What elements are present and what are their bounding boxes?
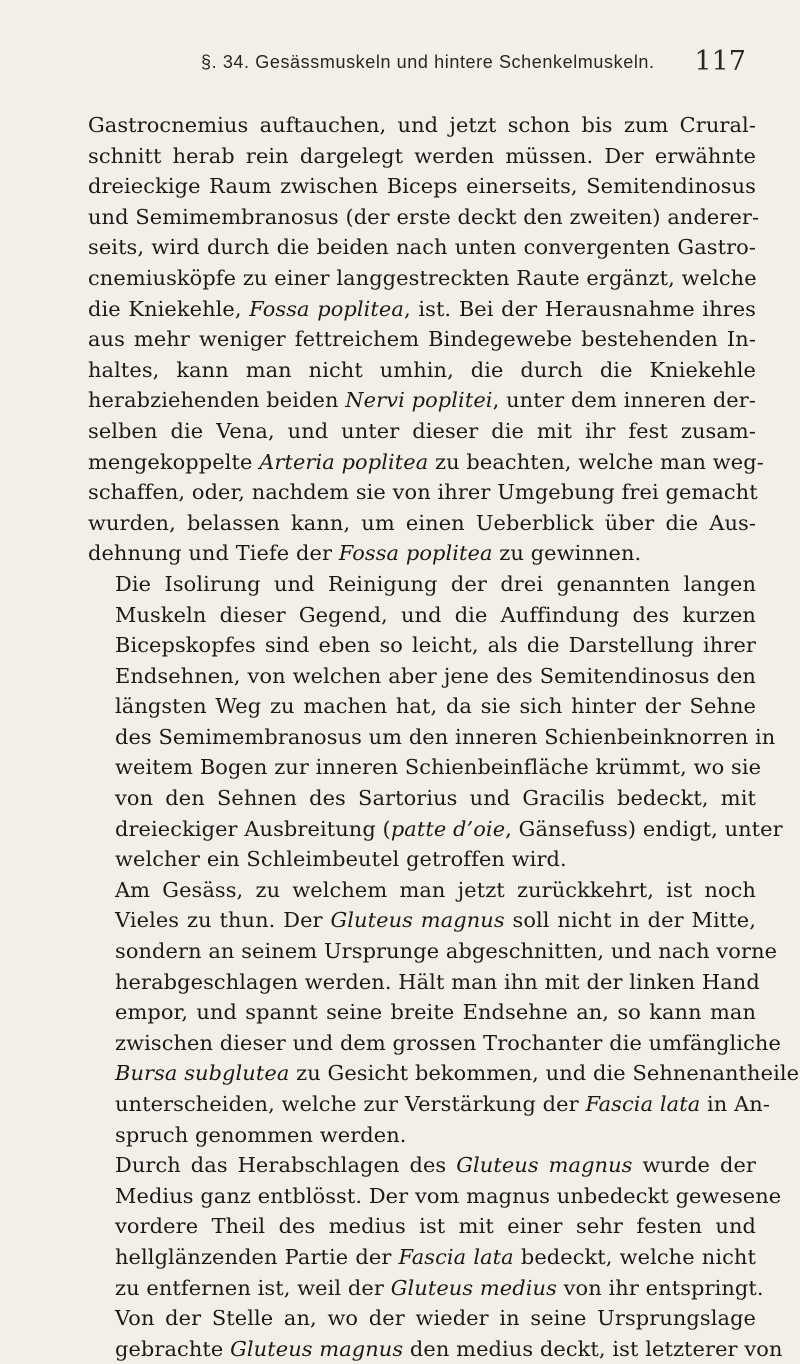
text-line (88, 171, 756, 202)
text-line (88, 600, 756, 631)
text-run: zu Gesicht bekommen, und die Sehnenantheile (289, 1061, 800, 1086)
italic-term: Nervi poplitei (345, 388, 493, 413)
text-run: und Semimembranosus (der erste deckt den zweiten) anderer- (88, 204, 760, 229)
text-line (88, 202, 760, 233)
text-run: zu gewinnen. (492, 541, 642, 566)
text-line (88, 630, 756, 661)
text-line (88, 844, 756, 875)
text-run: hellglänzenden Partie der (115, 1244, 399, 1269)
body-text (88, 110, 800, 1364)
text-run: soll nicht in der Mitte, (504, 908, 756, 933)
italic-term: Gluteus magnus (230, 1336, 404, 1361)
text-line (88, 1273, 764, 1304)
paragraph (88, 875, 800, 1150)
text-line (88, 875, 756, 906)
page-number: 117 (694, 46, 746, 77)
text-line (88, 232, 756, 263)
text-run: von ihr entspringt. (556, 1275, 764, 1300)
text-run: seits, wird durch die beiden nach unten convergenten Gastro- (88, 235, 756, 260)
text-run: haltes, kann man nicht umhin, die durch die Kniekehle (88, 357, 756, 382)
text-run: wurde der (632, 1153, 757, 1178)
text-line (88, 783, 756, 814)
text-run: selben die Vena, und unter dieser die mit ihr fest zusam- (88, 418, 756, 443)
text-line (88, 508, 756, 539)
text-run: des Semimembranosus um den inneren Schienbeinknorren in (115, 724, 776, 749)
text-line (88, 967, 760, 998)
text-line (88, 569, 756, 600)
text-run: zwischen dieser und dem grossen Trochanter die umfängliche (115, 1030, 781, 1055)
text-run: , ist. Bei der Herausnahme ihres (403, 296, 757, 321)
text-run: Medius ganz entblösst. Der vom magnus unbedeckt gewesene (115, 1183, 782, 1208)
text-line (88, 1150, 756, 1181)
text-line (88, 752, 762, 783)
text-line (88, 538, 756, 569)
text-run: spruch genommen werden. (115, 1122, 407, 1147)
text-line (88, 324, 756, 355)
text-run: dreieckiger Ausbreitung ( (115, 816, 391, 841)
text-line (88, 691, 756, 722)
text-run: sondern an seinem Ursprunge abgeschnitten, und nach vorne (115, 939, 778, 964)
italic-term: Gluteus medius (390, 1275, 557, 1300)
italic-term: Fossa poplitea (338, 541, 493, 566)
text-run: mengekoppelte (88, 449, 260, 474)
text-run: bedeckt, welche nicht (513, 1244, 756, 1269)
text-run: in An- (700, 1092, 770, 1116)
text-line (88, 447, 764, 478)
text-run: cnemiusköpfe zu einer langgestreckten Raute ergänzt, welche (88, 265, 757, 290)
text-run: gebrachte (115, 1336, 231, 1361)
text-line (88, 355, 756, 386)
text-line (88, 1089, 770, 1120)
paragraph (88, 110, 764, 569)
text-run: welcher ein Schleimbeutel getroffen wird. (115, 847, 567, 872)
italic-term: Fossa poplitea (249, 296, 404, 321)
text-run: aus mehr weniger fettreichem Bindegewebe bestehenden In- (88, 327, 756, 352)
text-line (88, 997, 756, 1028)
text-line (88, 1028, 781, 1059)
text-line (88, 722, 776, 753)
text-line (88, 1120, 756, 1151)
italic-term: Arteria poplitea (259, 449, 429, 474)
text-run: Die Isolirung und Reinigung der drei genannten langen (115, 571, 756, 596)
text-run: Durch das Herabschlagen des (115, 1153, 457, 1178)
text-line (88, 661, 756, 692)
text-run: Von der Stelle an, wo der wieder in seine Ursprungslage (115, 1306, 756, 1331)
text-run: Muskeln dieser Gegend, und die Auffindung des kurzen (115, 602, 756, 627)
text-run: , unter dem inneren der- (492, 388, 757, 413)
paragraph (88, 1150, 783, 1364)
running-head-title: §. 34. Gesässmuskeln und hintere Schenkelmuskeln. (201, 52, 655, 72)
text-line (88, 1334, 783, 1364)
text-run: Vieles zu thun. Der (115, 908, 331, 933)
text-line (88, 905, 756, 936)
text-line (88, 1181, 782, 1212)
text-run: vordere Theil des medius ist mit einer sehr festen und (115, 1214, 756, 1239)
italic-term: patte d’oie (390, 816, 506, 841)
text-run: schaffen, oder, nachdem sie von ihrer Umgebung frei gemacht (88, 480, 758, 505)
text-run: Endsehnen, von welchen aber jene des Semitendinosus den (115, 663, 756, 688)
text-run: längsten Weg zu machen hat, da sie sich hinter der Sehne (115, 694, 756, 719)
text-line (88, 1058, 800, 1089)
text-run: zu entfernen ist, weil der (115, 1275, 391, 1300)
text-run: herabziehenden beiden (88, 388, 346, 413)
text-line (88, 141, 756, 172)
paragraph (88, 569, 783, 875)
text-line (88, 263, 756, 294)
text-run: die Kniekehle, (88, 296, 250, 321)
text-line (88, 936, 778, 967)
text-run: schnitt herab rein dargelegt werden müssen. Der erwähnte (88, 143, 756, 168)
text-line (88, 416, 756, 447)
text-line (88, 385, 756, 416)
text-run: Am Gesäss, zu welchem man jetzt zurückkehrt, ist noch (115, 877, 756, 902)
text-run: Gastrocnemius auftauchen, und jetzt schon bis zum Crural- (88, 113, 756, 137)
italic-term: Fascia lata (398, 1244, 514, 1269)
text-run: herabgeschlagen werden. Hält man ihn mit der linken Hand (115, 969, 760, 994)
running-head (88, 44, 756, 78)
text-line (88, 1211, 756, 1242)
italic-term: Gluteus magnus (456, 1153, 633, 1178)
italic-term: Bursa subglutea (115, 1061, 290, 1086)
text-run: empor, und spannt seine breite Endsehne an, so kann man (115, 1000, 756, 1025)
text-line (88, 294, 756, 325)
text-run: , Gänsefuss) endigt, unter (505, 816, 783, 841)
text-line (88, 1242, 756, 1273)
text-line (88, 477, 756, 508)
text-run: wurden, belassen kann, um einen Ueberblick über die Aus- (88, 510, 756, 535)
text-run: den medius deckt, ist letzterer von (403, 1336, 783, 1361)
text-run: dehnung und Tiefe der (88, 541, 339, 566)
text-run: unterscheiden, welche zur Verstärkung der (115, 1092, 586, 1116)
text-line (88, 110, 756, 141)
text-run: weitem Bogen zur inneren Schienbeinfläche krümmt, wo sie (115, 755, 762, 780)
text-run: zu beachten, welche man weg- (428, 449, 764, 474)
text-run: Bicepskopfes sind eben so leicht, als die Darstellung ihrer (115, 633, 756, 658)
text-run: von den Sehnen des Sartorius und Gracilis bedeckt, mit (115, 786, 756, 811)
text-line (88, 1303, 756, 1334)
text-run: dreieckige Raum zwischen Biceps einerseits, Semitendinosus (88, 174, 756, 199)
text-line (88, 814, 783, 845)
italic-term: Fascia lata (585, 1092, 701, 1116)
italic-term: Gluteus magnus (330, 908, 505, 933)
